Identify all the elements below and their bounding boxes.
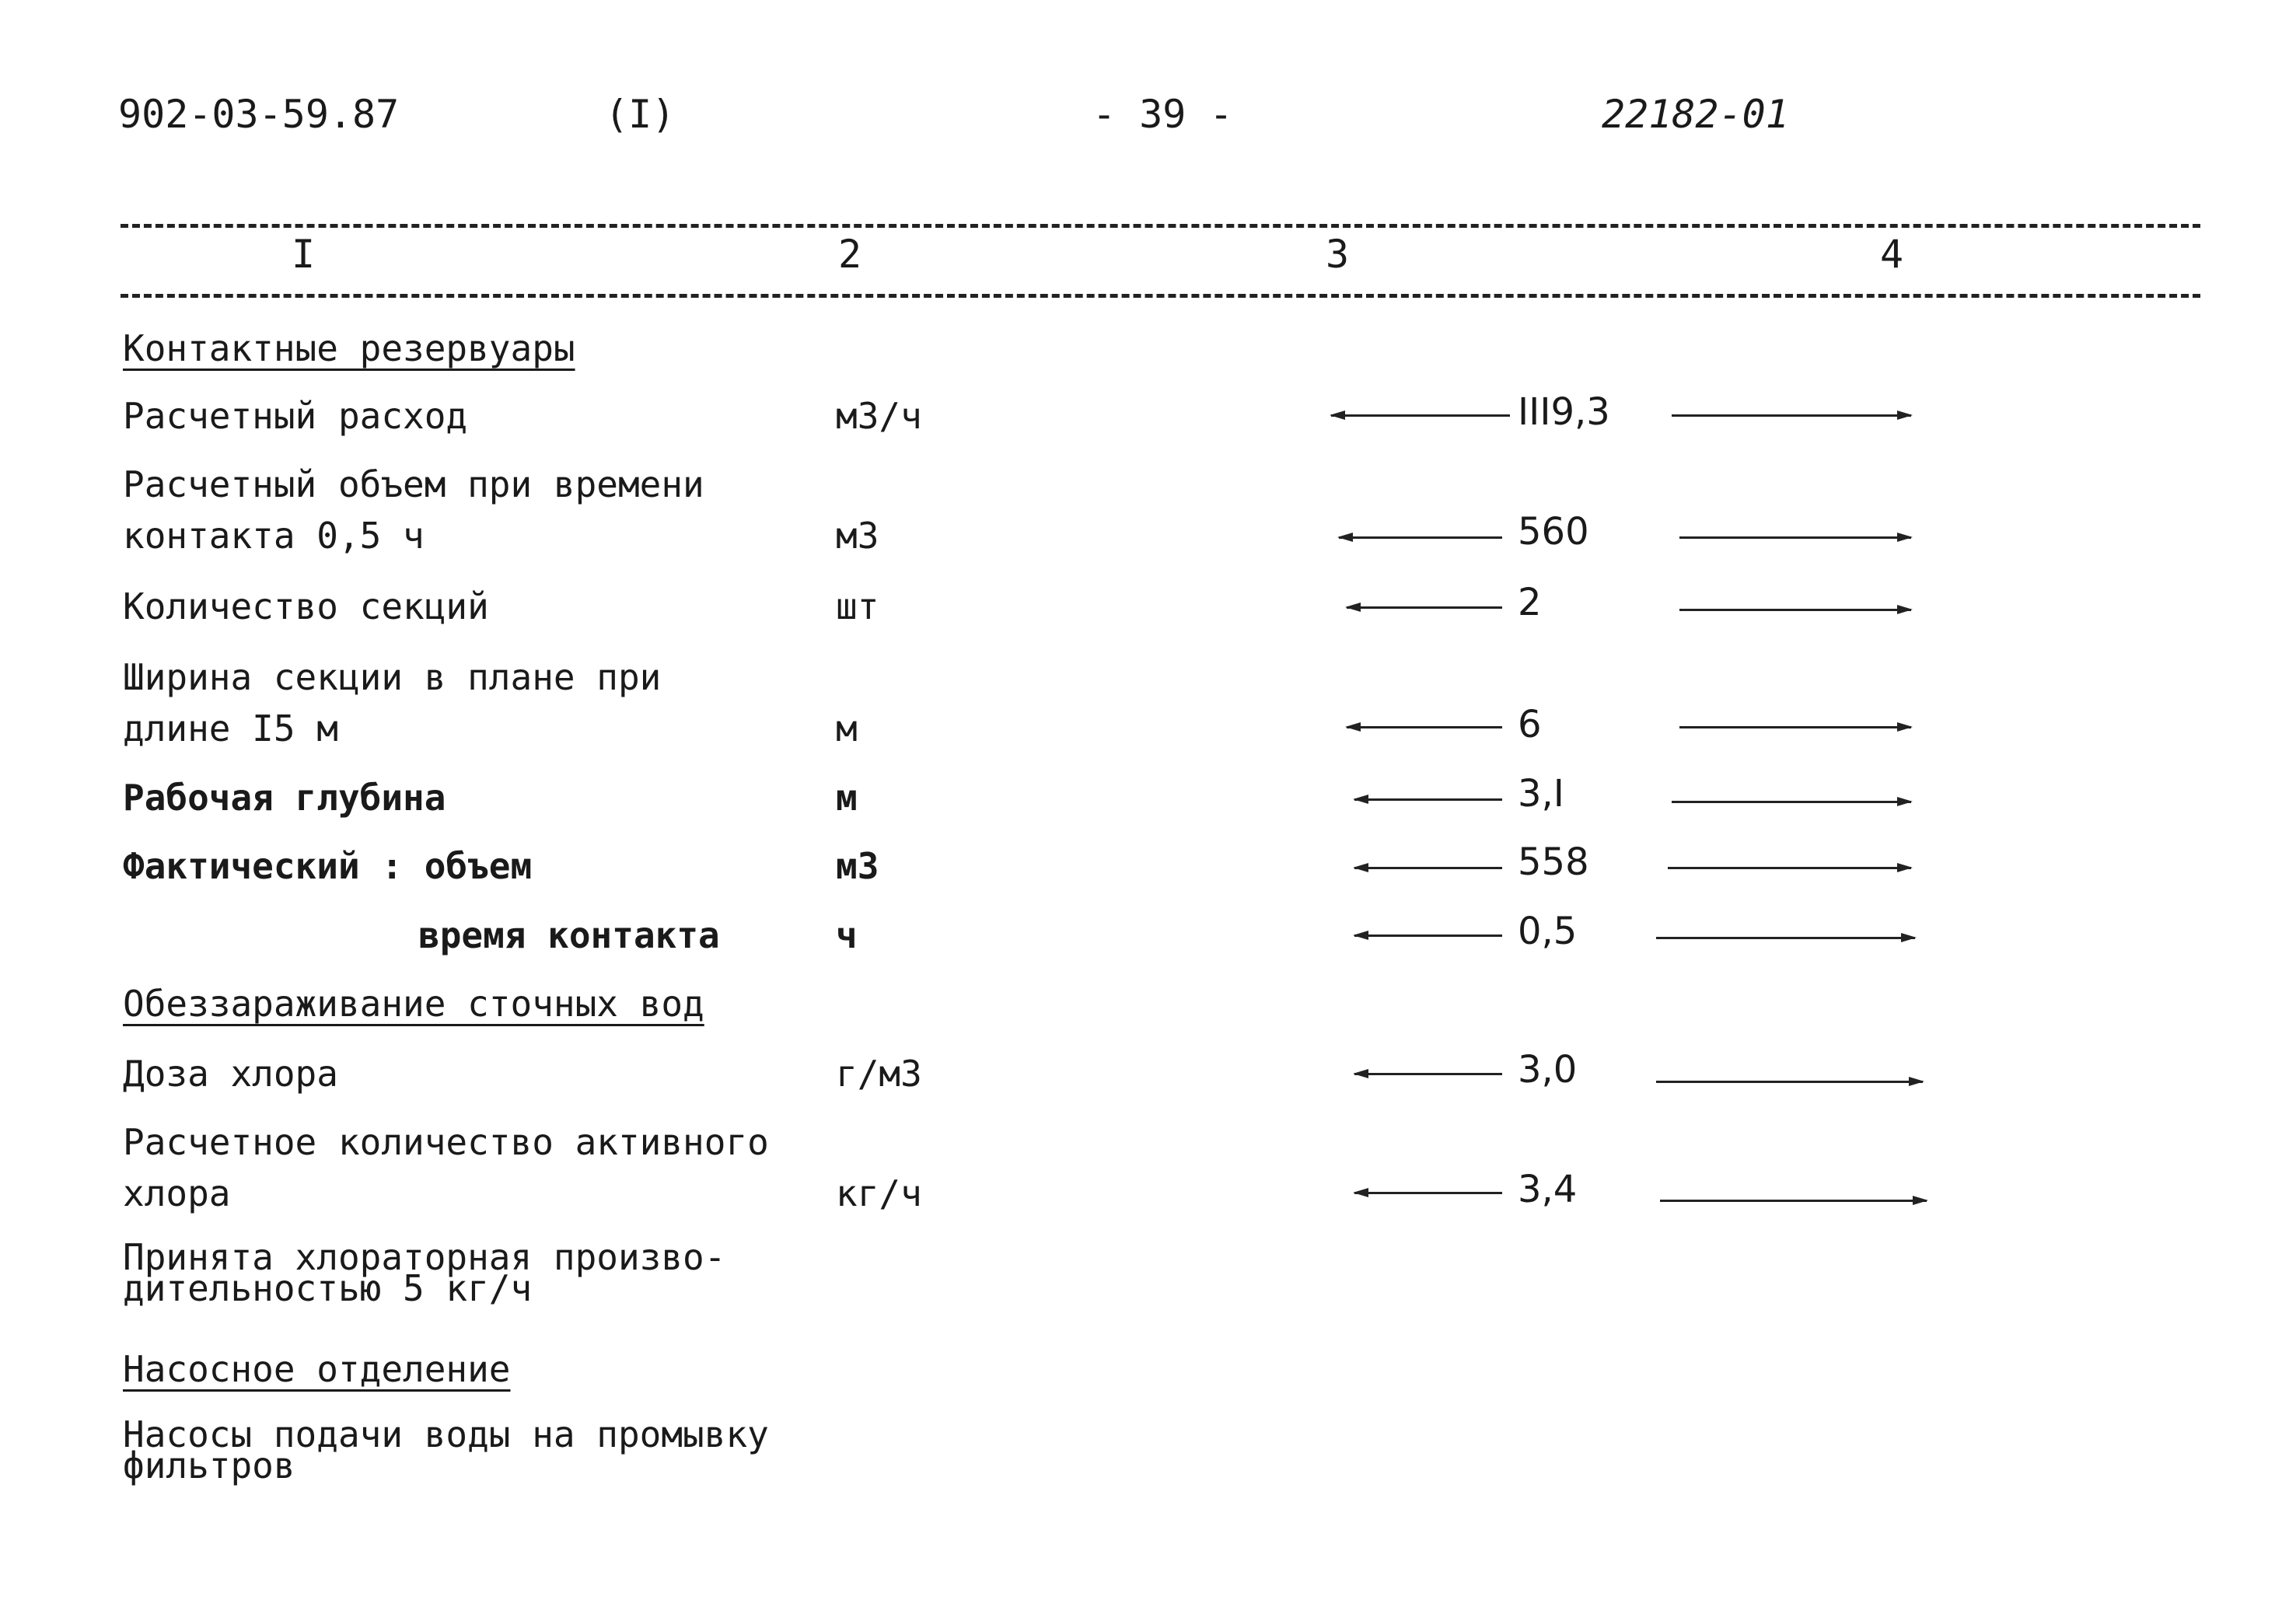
row-label-design-volume: Расчетный объем при времени xyxy=(123,463,704,505)
page-number: - 39 - xyxy=(1092,92,1233,137)
row-unit-actual-volume: м3 xyxy=(836,845,879,887)
column-number-3: 3 xyxy=(1326,232,1350,277)
row-value-section-count: 2 xyxy=(1518,581,1542,624)
column-number-2: 2 xyxy=(838,232,862,277)
document-code: 902-03-59.87 xyxy=(118,92,400,137)
arrow-left-icon xyxy=(1354,935,1502,937)
section-title-disinfection: Обеззараживание сточных вод xyxy=(123,983,704,1025)
row-value-contact-time: 0,5 xyxy=(1518,910,1578,953)
section-title-pump-room: Насосное отделение xyxy=(123,1348,511,1390)
row-value-chlorine-dose: 3,0 xyxy=(1518,1048,1578,1092)
arrow-right-icon xyxy=(1656,937,1915,939)
row-label-active-chlorine-line2: хлора xyxy=(123,1172,231,1214)
arrow-left-icon xyxy=(1354,798,1502,801)
arrow-left-icon xyxy=(1354,1073,1502,1075)
arrow-right-icon xyxy=(1660,1200,1927,1202)
sheet-code: 22182-01 xyxy=(1602,92,1789,137)
table-top-dashed-rule xyxy=(121,224,2200,228)
row-value-design-volume: 560 xyxy=(1518,510,1589,554)
row-value-actual-volume: 558 xyxy=(1518,840,1589,884)
arrow-left-icon xyxy=(1354,867,1502,869)
row-value-design-flow: III9,3 xyxy=(1518,390,1610,434)
arrow-right-icon xyxy=(1679,536,1911,539)
album-number: (I) xyxy=(605,92,676,137)
row-unit-design-flow: м3/ч xyxy=(836,395,922,437)
row-label-working-depth: Рабочая глубина xyxy=(123,777,446,819)
section-title-contact-tanks: Контактные резервуары xyxy=(123,327,575,369)
row-label-section-count: Количество секций xyxy=(123,585,489,627)
row-label-design-flow: Расчетный расход xyxy=(123,395,468,437)
arrow-right-icon xyxy=(1672,414,1911,417)
column-number-1: I xyxy=(292,232,316,277)
row-value-working-depth: 3,I xyxy=(1518,772,1564,816)
row-unit-working-depth: м xyxy=(836,777,858,819)
table-header-dashed-rule xyxy=(121,294,2200,298)
row-value-section-width: 6 xyxy=(1518,703,1542,746)
row-label-actual-volume: Фактический : объем xyxy=(123,845,533,887)
arrow-right-icon xyxy=(1679,609,1911,611)
row-unit-section-width: м xyxy=(836,707,858,749)
row-label-wash-pumps-line2: фильтров xyxy=(123,1445,295,1486)
row-unit-design-volume: м3 xyxy=(836,515,879,557)
row-label-contact-time: время контакта xyxy=(418,914,720,956)
row-label-chlorinator-line2: дительностью 5 кг/ч xyxy=(123,1267,533,1309)
row-unit-contact-time: ч xyxy=(836,914,858,956)
arrow-left-icon xyxy=(1347,606,1502,609)
arrow-left-icon xyxy=(1347,726,1502,728)
row-label-section-width: Ширина секции в плане при xyxy=(123,656,662,698)
row-label-wash-pumps: Насосы подачи воды на промывку xyxy=(123,1413,769,1455)
arrow-right-icon xyxy=(1672,801,1911,803)
row-unit-section-count: шт xyxy=(836,585,879,627)
row-label-chlorine-dose: Доза хлора xyxy=(123,1053,338,1095)
arrow-right-icon xyxy=(1679,726,1911,728)
arrow-left-icon xyxy=(1339,536,1502,539)
column-number-4: 4 xyxy=(1880,232,1904,277)
row-label-section-width-line2: длине I5 м xyxy=(123,707,338,749)
row-unit-active-chlorine: кг/ч xyxy=(836,1172,922,1214)
arrow-left-icon xyxy=(1354,1192,1502,1194)
row-label-active-chlorine: Расчетное количество активного xyxy=(123,1121,769,1163)
arrow-right-icon xyxy=(1668,867,1911,869)
row-unit-chlorine-dose: г/м3 xyxy=(836,1053,922,1095)
row-label-design-volume-line2: контакта 0,5 ч xyxy=(123,515,425,557)
arrow-right-icon xyxy=(1656,1081,1923,1083)
row-label-chlorinator: Принята хлораторная произво- xyxy=(123,1236,726,1278)
arrow-left-icon xyxy=(1331,414,1510,417)
row-value-active-chlorine: 3,4 xyxy=(1518,1168,1578,1211)
